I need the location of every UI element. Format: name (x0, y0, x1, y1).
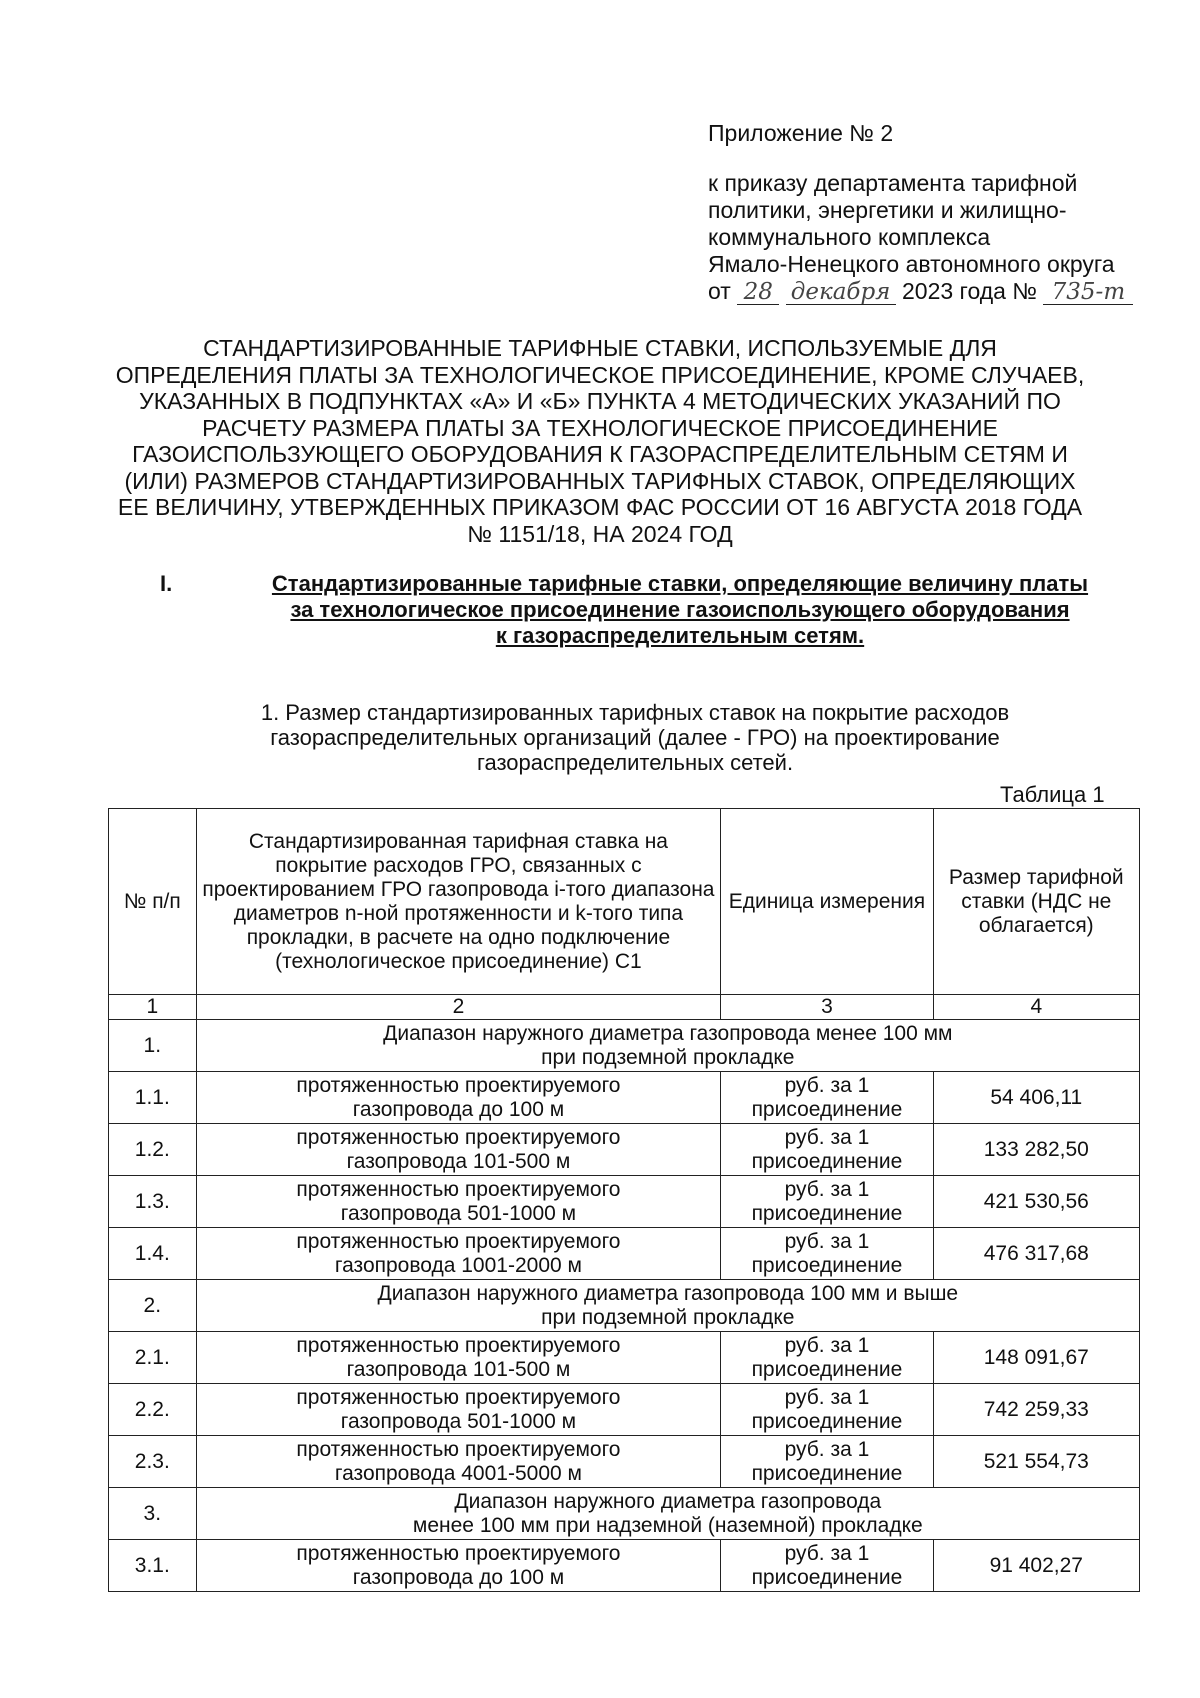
rate-description-cell-line: газопровода 501-1000 м (340, 1201, 577, 1225)
section-number: I. (160, 571, 173, 596)
rate-description-cell-line: газопровода до 100 м (352, 1565, 565, 1589)
column-index-cell: 4 (933, 995, 1139, 1020)
title-line: РАСЧЕТУ РАЗМЕРА ПЛАТЫ ЗА ТЕХНОЛОГИЧЕСКОЕ ПРИСОЕДИНЕНИЕ (202, 414, 998, 441)
paragraph-line: газораспределительных организаций (далее - ГРО) на проектирование (270, 725, 1000, 750)
unit-cell-line: присоединение (751, 1253, 903, 1277)
header-cell-rate: Стандартизированная тарифная ставка на покрытие расходов ГРО, связанных с проектированием ГРО газопровода i-того диапазона диаметров n-ной протяженности и k-того типа прокладки, в расчете на одно подключение (технологическое присоединение) С1 (196, 809, 721, 995)
unit-cell (721, 1332, 933, 1384)
document-title (100, 335, 1100, 547)
appendix-line: политики, энергетики и жилищно- (708, 197, 1067, 223)
unit-cell-line: руб. за 1 (784, 1385, 870, 1409)
rate-description-cell-line: газопровода 4001-5000 м (334, 1461, 582, 1485)
rate-value-cell: 421 530,56 (933, 1176, 1139, 1228)
table-row (109, 1228, 1140, 1280)
rate-description-cell-line: протяженностью проектируемого (296, 1437, 621, 1461)
appendix-line: Ямало-Ненецкого автономного округа (708, 251, 1115, 277)
unit-cell-line: присоединение (751, 1409, 903, 1433)
rate-description-cell (196, 1436, 721, 1488)
row-number-cell: 1.4. (109, 1228, 197, 1280)
unit-cell-line: руб. за 1 (784, 1333, 870, 1357)
rate-description-cell (196, 1540, 721, 1592)
title-line: ЕЕ ВЕЛИЧИНУ, УТВЕРЖДЕННЫХ ПРИКАЗОМ ФАС РОССИИ ОТ 16 АВГУСТА 2018 ГОДА (117, 494, 1083, 520)
rate-description-cell (196, 1072, 721, 1124)
title-line: ОПРЕДЕЛЕНИЯ ПЛАТЫ ЗА ТЕХНОЛОГИЧЕСКОЕ ПРИСОЕДИНЕНИЕ, КРОМЕ СЛУЧАЕВ, (115, 361, 1085, 388)
rate-description-cell-line: газопровода 101-500 м (346, 1149, 571, 1173)
title-line: СТАНДАРТИЗИРОВАННЫЕ ТАРИФНЫЕ СТАВКИ, ИСПОЛЬЗУЕМЫЕ ДЛЯ (203, 335, 997, 361)
table-row (109, 1384, 1140, 1436)
rate-value-cell: 133 282,50 (933, 1124, 1139, 1176)
rate-description-cell (196, 1332, 721, 1384)
appendix-block (708, 120, 1133, 305)
group-title-cell-line: при подземной прокладке (541, 1045, 795, 1069)
unit-cell-line: присоединение (751, 1565, 903, 1589)
row-number-cell: 3. (109, 1488, 197, 1540)
row-number-cell: 1.2. (109, 1124, 197, 1176)
unit-cell-line: присоединение (751, 1149, 903, 1173)
table-row (109, 1072, 1140, 1124)
rate-value-cell: 91 402,27 (933, 1540, 1139, 1592)
rate-description-cell-line: газопровода до 100 м (352, 1097, 565, 1121)
rate-description-cell (196, 1124, 721, 1176)
unit-cell (721, 1124, 933, 1176)
rate-value-cell: 148 091,67 (933, 1332, 1139, 1384)
date-year: 2023 года № (902, 278, 1038, 304)
unit-cell-line: присоединение (751, 1097, 903, 1121)
unit-cell (721, 1540, 933, 1592)
unit-cell-line: руб. за 1 (784, 1541, 870, 1565)
appendix-date-line (708, 278, 1133, 305)
table-row (109, 1124, 1140, 1176)
unit-cell-line: присоединение (751, 1357, 903, 1381)
row-number-cell: 3.1. (109, 1540, 197, 1592)
title-line: (ИЛИ) РАЗМЕРОВ СТАНДАРТИЗИРОВАННЫХ ТАРИФНЫХ СТАВОК, ОПРЕДЕЛЯЮЩИХ (124, 467, 1076, 494)
table-header-row (109, 809, 1140, 995)
group-title-cell-line: Диапазон наружного диаметра газопровода (454, 1489, 882, 1513)
header-cell-unit: Единица измерения (721, 809, 933, 995)
section-heading-line: к газораспределительным сетям. (495, 623, 865, 648)
row-number-cell: 2.1. (109, 1332, 197, 1384)
unit-cell (721, 1228, 933, 1280)
title-line: ГАЗОИСПОЛЬЗУЮЩЕГО ОБОРУДОВАНИЯ К ГАЗОРАСПРЕДЕЛИТЕЛЬНЫМ СЕТЯМ И (132, 441, 1068, 467)
rate-description-cell-line: протяженностью проектируемого (296, 1229, 621, 1253)
table-group-row (109, 1488, 1140, 1540)
rate-description-cell-line: протяженностью проектируемого (296, 1541, 621, 1565)
table-group-row (109, 1020, 1140, 1072)
appendix-line: к приказу департамента тарифной (708, 170, 1078, 196)
rate-description-cell-line: протяженностью проектируемого (296, 1333, 621, 1357)
table-row (109, 1332, 1140, 1384)
unit-cell (721, 1384, 933, 1436)
rate-description-cell (196, 1176, 721, 1228)
title-line: № 1151/18, НА 2024 ГОД (467, 520, 733, 547)
unit-cell (721, 1436, 933, 1488)
appendix-title: Приложение № 2 (708, 120, 894, 146)
unit-cell-line: руб. за 1 (784, 1177, 870, 1201)
group-title-cell-line: Диапазон наружного диаметра газопровода менее 100 мм (383, 1021, 953, 1045)
section-heading-line: Стандартизированные тарифные ставки, определяющие величину платы (271, 571, 1089, 596)
unit-cell (721, 1072, 933, 1124)
group-title-cell (196, 1280, 1139, 1332)
rate-description-cell-line: газопровода 1001-2000 м (334, 1253, 582, 1277)
unit-cell (721, 1176, 933, 1228)
group-title-cell (196, 1020, 1139, 1072)
table-row (109, 1176, 1140, 1228)
table-row (109, 1436, 1140, 1488)
group-title-cell-line: при подземной прокладке (541, 1305, 795, 1329)
row-number-cell: 2.2. (109, 1384, 197, 1436)
rate-description-cell-line: протяженностью проектируемого (296, 1125, 621, 1149)
table-label: Таблица 1 (1000, 782, 1105, 807)
rate-value-cell: 54 406,11 (933, 1072, 1139, 1124)
row-number-cell: 2.3. (109, 1436, 197, 1488)
rate-description-cell (196, 1384, 721, 1436)
row-number-cell: 2. (109, 1280, 197, 1332)
row-number-cell: 1.3. (109, 1176, 197, 1228)
unit-cell-line: руб. за 1 (784, 1229, 870, 1253)
row-number-cell: 1.1. (109, 1072, 197, 1124)
column-index-cell: 1 (109, 995, 197, 1020)
unit-cell-line: руб. за 1 (784, 1125, 870, 1149)
handwritten-month: декабря (786, 280, 896, 305)
rate-value-cell: 521 554,73 (933, 1436, 1139, 1488)
table-group-row (109, 1280, 1140, 1332)
rate-description-cell-line: протяженностью проектируемого (296, 1073, 621, 1097)
unit-cell-line: руб. за 1 (784, 1437, 870, 1461)
rate-description-cell (196, 1228, 721, 1280)
section-heading-line: за технологическое присоединение газоиспользующего оборудования (290, 597, 1070, 622)
group-title-cell (196, 1488, 1139, 1540)
table-intro-paragraph (160, 700, 1110, 775)
column-index-cell: 3 (721, 995, 933, 1020)
appendix-line: коммунального комплекса (708, 224, 991, 250)
row-number-cell: 1. (109, 1020, 197, 1072)
rate-description-cell-line: протяженностью проектируемого (296, 1177, 621, 1201)
paragraph-line: 1. Размер стандартизированных тарифных ставок на покрытие расходов (260, 700, 1010, 725)
handwritten-order-number: 735-т (1043, 280, 1133, 305)
group-title-cell-line: менее 100 мм при надземной (наземной) прокладке (412, 1513, 923, 1537)
column-index-cell: 2 (196, 995, 721, 1020)
unit-cell-line: руб. за 1 (784, 1073, 870, 1097)
group-title-cell-line: Диапазон наружного диаметра газопровода 100 мм и выше (377, 1281, 959, 1305)
table-row (109, 1540, 1140, 1592)
rate-description-cell-line: протяженностью проектируемого (296, 1385, 621, 1409)
title-line: УКАЗАННЫХ В ПОДПУНКТАХ «А» И «Б» ПУНКТА 4 МЕТОДИЧЕСКИХ УКАЗАНИЙ ПО (139, 388, 1061, 414)
unit-cell-line: присоединение (751, 1461, 903, 1485)
date-prefix: от (708, 278, 731, 304)
paragraph-line: газораспределительных сетей. (476, 750, 794, 775)
header-cell-value: Размер тарифной ставки (НДС не облагается) (933, 809, 1139, 995)
unit-cell-line: присоединение (751, 1201, 903, 1225)
rate-value-cell: 476 317,68 (933, 1228, 1139, 1280)
column-index-row (109, 995, 1140, 1020)
rate-description-cell-line: газопровода 101-500 м (346, 1357, 571, 1381)
rate-value-cell: 742 259,33 (933, 1384, 1139, 1436)
tariff-table (108, 808, 1140, 1592)
handwritten-day: 28 (737, 280, 779, 305)
header-cell-number: № п/п (109, 809, 197, 995)
rate-description-cell-line: газопровода 501-1000 м (340, 1409, 577, 1433)
